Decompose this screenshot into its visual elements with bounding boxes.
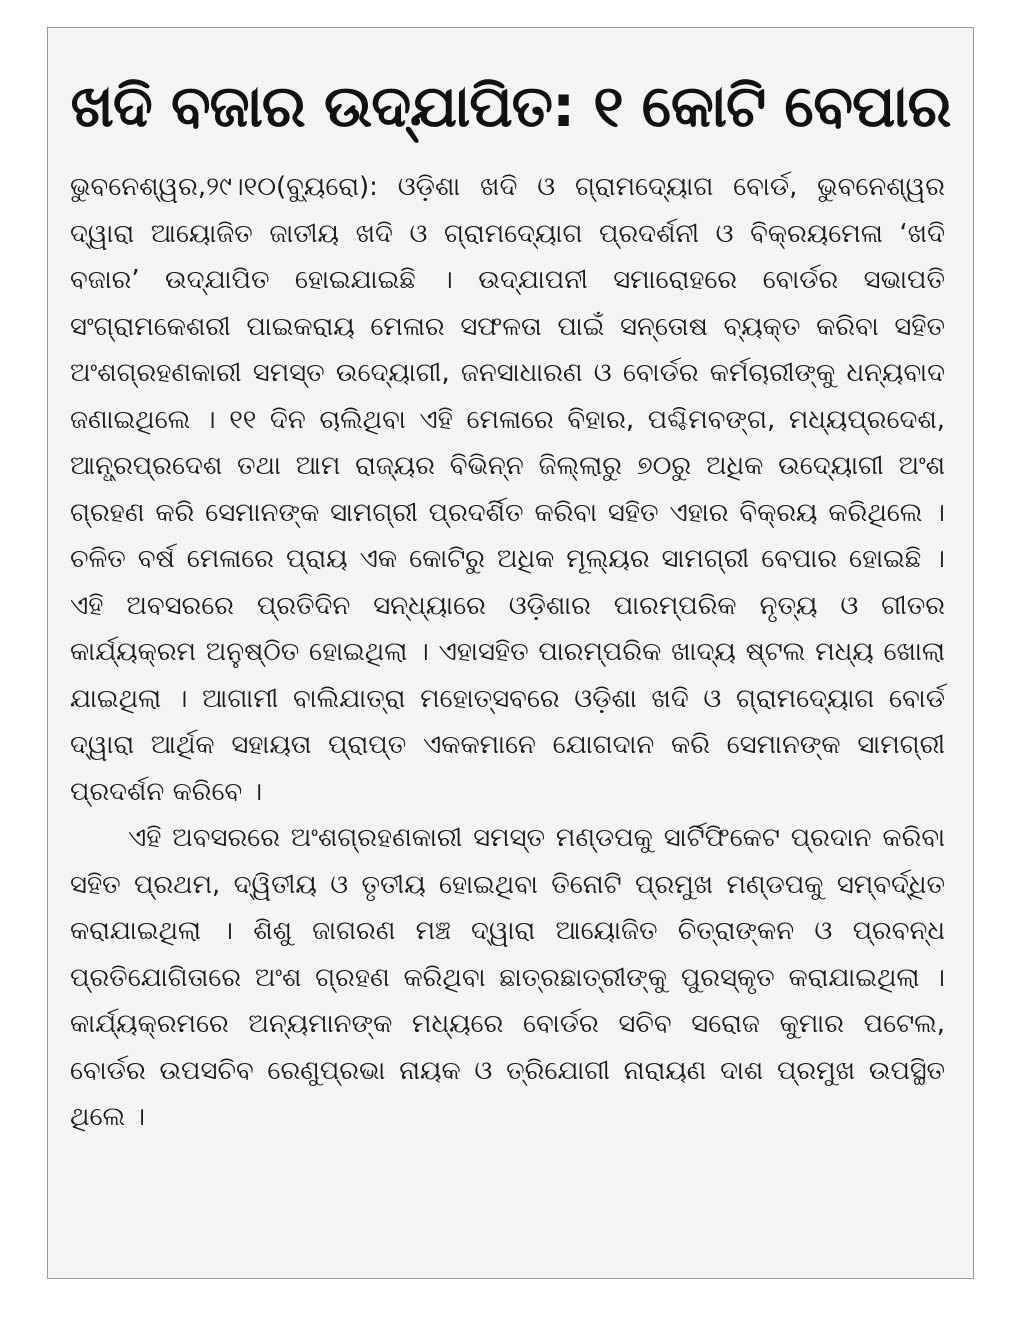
headline: ଖଦି ବଜାର ଉଦ୍‌ଯାପିତ: ୧ କୋଟି ବେପାର: [70, 72, 951, 140]
article-paragraph-2: ଏହି ଅବସରରେ ଅଂଶଗ୍ରହଣକାରୀ ସମସ୍ତ ମଣ୍ଡପକୁ ସାର୍ଟିଫିକେଟ ପ୍ରଦାନ କରିବା ସହିତ ପ୍ରଥମ, ଦ୍ୱିତୀୟ ଓ ତୃତୀୟ ହୋଇଥିବା ତିନୋଟି ପ୍ରମୁଖ ମଣ୍ଡପକୁ ସମ୍ବର୍ଦ୍ଧିତ କରାଯାଇଥିଲା । ଶିଶୁ ଜାଗରଣ ମଞ୍ଚ ଦ୍ୱାରା ଆୟୋଜିତ ଚିତ୍ରାଙ୍କନ ଓ ପ୍ରବନ୍ଧ ପ୍ରତିଯୋଗିତାରେ ଅଂଶ ଗ୍ରହଣ କରିଥିବା ଛାତ୍ରଛାତ୍ରୀଙ୍କୁ ପୁରସ୍କୃତ କରାଯାଇଥିଲା । କାର୍ଯ୍ୟକ୍ରମରେ ଅନ୍ୟମାନଙ୍କ ମଧ୍ୟରେ ବୋର୍ଡର ସଚିବ ସରୋଜ କୁମାର ପଟେଲ, ବୋର୍ଡର ଉପସଚିବ ରେଣୁପ୍ରଭା ନାୟକ ଓ ତ୍ରିଯୋଗୀ ନାରାୟଣ ଦାଶ ପ୍ରମୁଖ ଉପସ୍ଥିତ ଥିଲେ ।: [70, 823, 945, 1132]
article-paragraph-1: ଭୁବନେଶ୍ୱର,୨୯।୧୦(ବ୍ୟୁରୋ): ଓଡ଼ିଶା ଖଦି ଓ ଗ୍ରାମଦ୍ୟୋଗ ବୋର୍ଡ, ଭୁବନେଶ୍ୱର ଦ୍ୱାରା ଆୟୋଜିତ ଜାତୀୟ ଖଦି ଓ ଗ୍ରାମଦ୍ୟୋଗ ପ୍ରଦର୍ଶନୀ ଓ ବିକ୍ରୟମେଳା ‘ଖଦି ବଜାର’ ଉଦ୍‌ଯାପିତ ହୋଇଯାଇଛି । ଉଦ୍‌ଯାପନୀ ସମାରୋହରେ ବୋର୍ଡର ସଭାପତି ସଂଗ୍ରାମକେଶରୀ ପାଇକରାୟ ମେଳାର ସଫଳତା ପାଇଁ ସନ୍ତୋଷ ବ୍ୟକ୍ତ କରିବା ସହିତ ଅଂଶଗ୍ରହଣକାରୀ ସମସ୍ତ ଉଦ୍ୟୋଗୀ, ଜନସାଧାରଣ ଓ ବୋର୍ଡର କର୍ମଚାରୀଙ୍କୁ ଧନ୍ୟବାଦ ଜଣାଇଥିଲେ । ୧୧ ଦିନ ଚାଲିଥିବା ଏହି ମେଳାରେ ବିହାର, ପଶ୍ଚିମବଙ୍ଗ, ମଧ୍ୟପ୍ରଦେଶ, ଆନ୍ଧ୍ରପ୍ରଦେଶ ତଥା ଆମ ରାଜ୍ୟର ବିଭିନ୍ନ ଜିଲ୍ଲାରୁ ୭୦ରୁ ଅଧିକ ଉଦ୍ୟୋଗୀ ଅଂଶ ଗ୍ରହଣ କରି ସେମାନଙ୍କ ସାମଗ୍ରୀ ପ୍ରଦର୍ଶିତ କରିବା ସହିତ ଏହାର ବିକ୍ରୟ କରିଥିଲେ । ଚଳିତ ବର୍ଷ ମେଳାରେ ପ୍ରାୟ ଏକ କୋଟିରୁ ଅଧିକ ମୂଲ୍ୟର ସାମଗ୍ରୀ ବେପାର ହୋଇଛି । ଏହି ଅବସରରେ ପ୍ରତିଦିନ ସନ୍ଧ୍ୟାରେ ଓଡ଼ିଶାର ପାରମ୍ପରିକ ନୃତ୍ୟ ଓ ଗୀତର କାର୍ଯ୍ୟକ୍ରମ ଅନୁଷ୍ଠିତ ହୋଇଥିଲା । ଏହାସହିତ ପାରମ୍ପରିକ ଖାଦ୍ୟ ଷ୍ଟଲ ମଧ୍ୟ ଖୋଲା ଯାଇଥିଲା । ଆଗାମୀ ବାଲିଯାତ୍ରା ମହୋତ୍ସବରେ ଓଡ଼ିଶା ଖଦି ଓ ଗ୍ରାମଦ୍ୟୋଗ ବୋର୍ଡ ଦ୍ୱାରା ଆର୍ଥିକ ସହାୟତା ପ୍ରାପ୍ତ ଏକକମାନେ ଯୋଗଦାନ କରି ସେମାନଙ୍କ ସାମଗ୍ରୀ ପ୍ରଦର୍ଶନ କରିବେ ।: [70, 172, 945, 807]
newspaper-clipping: [47, 27, 974, 1279]
article-body: [70, 164, 945, 1141]
